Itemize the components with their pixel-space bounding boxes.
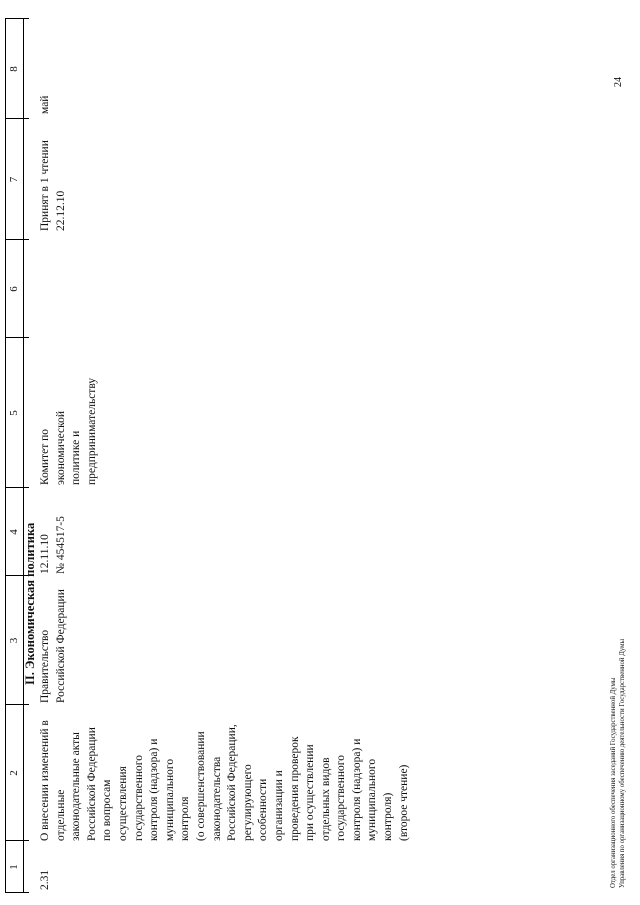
- bill-title-line: контроля: [179, 796, 192, 841]
- bill-author: [38, 589, 69, 703]
- bill-title-line: муниципального: [366, 758, 379, 841]
- bill-title-line: О внесении изменений в: [39, 720, 51, 841]
- column-number-5: 5: [8, 410, 20, 416]
- bill-title-line: по вопросам: [101, 779, 114, 841]
- bill-author-line: Правительство: [39, 629, 51, 703]
- column-number-6: 6: [8, 286, 20, 292]
- registration-number: № 454517-5: [54, 516, 67, 574]
- bill-title-line: контроля (надзора) и: [350, 738, 363, 841]
- bill-title-line: (второе чтение): [397, 764, 410, 841]
- bill-title-line: осуществления: [116, 766, 129, 841]
- column-number-8: 8: [8, 66, 20, 72]
- status-line: Принят в 1 чтении: [39, 140, 51, 231]
- page-number: 24: [613, 77, 624, 87]
- bill-title-line: регулирующего: [241, 764, 254, 841]
- bill-title-line: при осуществлении: [304, 744, 317, 841]
- status-date: 22.12.10: [54, 190, 67, 231]
- committee-line: предпринимательству: [85, 377, 98, 485]
- bill-title-line: Российской Федерации: [85, 727, 98, 841]
- row-number: 2.31: [39, 869, 51, 890]
- bill-author-line: Российской Федерации: [54, 589, 67, 703]
- column-number-1: 1: [8, 864, 20, 870]
- committee-line: политике и: [70, 430, 83, 485]
- bill-title-line: (о совершенствовании: [194, 731, 207, 841]
- bill-title-line: Российской Федерации,: [226, 724, 239, 841]
- bill-title-line: отдельные: [54, 789, 67, 841]
- bill-status: [38, 140, 69, 231]
- column-number-3: 3: [8, 637, 20, 644]
- registration-date: 12.11.10: [39, 534, 51, 574]
- bill-title-line: контроля (надзора) и: [148, 738, 161, 841]
- bill-title-line: контроля): [382, 792, 395, 841]
- column-number-7: 7: [8, 176, 20, 183]
- rotated-table-sheet: [5, 18, 640, 893]
- bill-title: [38, 681, 412, 841]
- bill-title-line: законодательства: [210, 756, 223, 841]
- column-number-2: 2: [8, 770, 20, 776]
- bill-title-line: государственного: [335, 755, 348, 841]
- column-number-4: 4: [8, 529, 20, 535]
- footer-line-2: Управления по организационному обеспечению деятельности Государственной Думы: [619, 638, 626, 888]
- footer-line-1: Отдел организационного обеспечения заседаний Государственной Думы: [610, 677, 617, 888]
- bill-title-line: государственного: [132, 755, 145, 841]
- registration-info: [38, 516, 69, 574]
- committee-line: Комитет по: [39, 429, 51, 485]
- bill-title-line: отдельных видов: [319, 757, 332, 841]
- header-separator: [23, 18, 24, 893]
- bill-title-line: организации и: [272, 770, 285, 841]
- planned-month: май: [39, 95, 51, 114]
- footer-note: [609, 639, 627, 888]
- section-title: II. Экономическая политика: [23, 522, 37, 685]
- bill-title-line: законодательные акты: [70, 732, 83, 841]
- responsible-committee: [38, 378, 100, 485]
- bill-title-line: проведения проверок: [288, 736, 301, 841]
- bill-title-line: муниципального: [163, 758, 176, 841]
- bill-title-line: особенности: [257, 778, 270, 841]
- committee-line: экономической: [54, 411, 67, 485]
